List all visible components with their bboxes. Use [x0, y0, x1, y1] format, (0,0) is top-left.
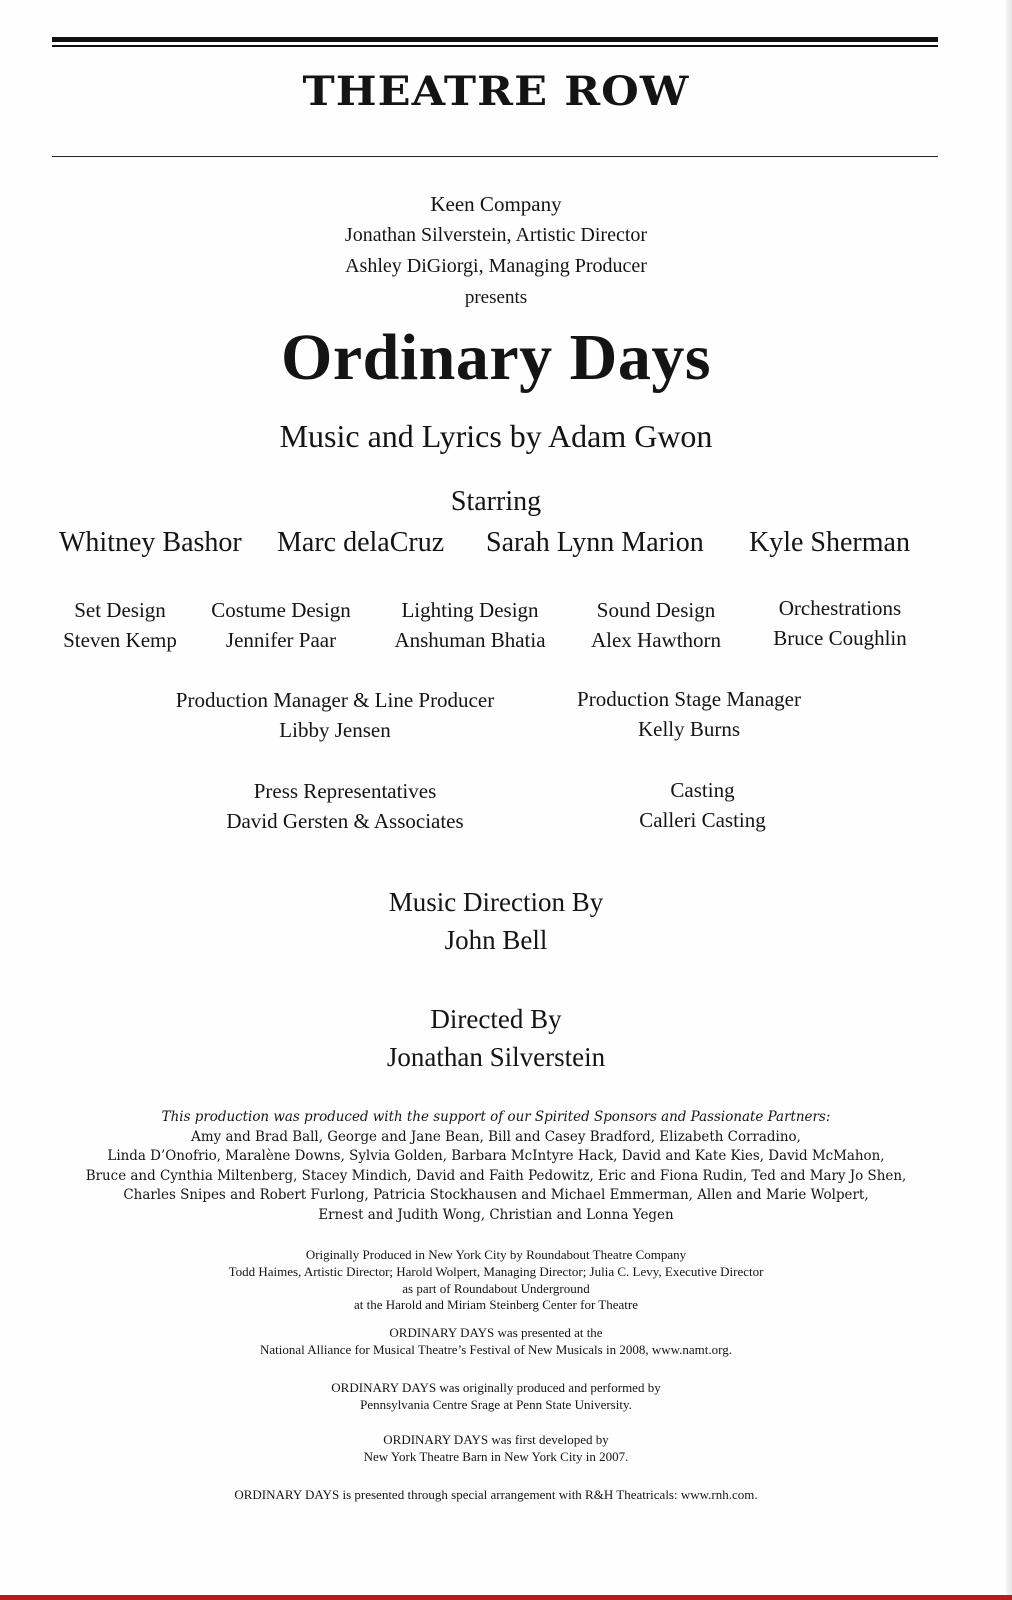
header-rule-bottom [52, 156, 938, 157]
designer-credit [380, 595, 560, 655]
designer-name: Alex Hawthorn [590, 628, 722, 652]
staff-credit [190, 776, 500, 836]
music-direction-label: Music Direction By [388, 887, 604, 917]
music-director-name: John Bell [444, 925, 548, 955]
sponsor-line: Charles Snipes and Robert Furlong, Patricia Stockhausen and Michael Emmerman, Allen and Marie Wolpert, [123, 1187, 869, 1203]
sponsor-intro: This production was produced with the support of our Spirited Sponsors and Passionate Partners: [161, 1109, 831, 1125]
sponsor-line: Linda D’Onofrio, Maralène Downs, Sylvia Golden, Barbara McIntyre Hack, David and Kate Kies, David McMahon, [107, 1148, 885, 1164]
staff-role: Production Stage Manager [577, 687, 801, 711]
sponsor-list [20, 1108, 972, 1225]
cast-member: Kyle Sherman [749, 527, 910, 558]
designer-credit [195, 595, 367, 655]
company-name: Keen Company [430, 192, 562, 216]
cast-member: Marc delaCruz [277, 527, 445, 558]
managing-producer: Ashley DiGiorgi, Managing Producer [345, 255, 647, 277]
cast-member: Whitney Bashor [59, 527, 242, 558]
directed-by-label: Directed By [430, 1004, 562, 1034]
note-line: ORDINARY DAYS was first developed by [383, 1432, 609, 1447]
note-line: ORDINARY DAYS was presented at the [389, 1325, 603, 1340]
sponsor-line: Bruce and Cynthia Miltenberg, Stacey Mindich, David and Faith Pedowitz, Eric and Fiona Rudin, Ted and Mary Jo Shen, [85, 1167, 907, 1184]
note-line: Originally Produced in New York City by Roundabout Theatre Company [305, 1247, 687, 1262]
show-title: Ordinary Days [280, 321, 712, 394]
designer-credit [762, 593, 918, 653]
venue-title: THEATRE ROW [302, 68, 690, 115]
designer-role: Costume Design [211, 598, 351, 622]
director-name: Jonathan Silverstein [386, 1042, 606, 1072]
note-line: at the Harold and Miriam Steinberg Center for Theatre [354, 1297, 638, 1313]
note-line: Todd Haimes, Artistic Director; Harold Wolpert, Managing Director; Julia C. Levy, Executive Director [228, 1263, 764, 1279]
designer-name: Jennifer Paar [225, 628, 337, 652]
header-rule-thin [52, 45, 938, 47]
music-lyrics-credit: Music and Lyrics by Adam Gwon [279, 418, 713, 454]
designer-name: Anshuman Bhatia [394, 628, 546, 652]
staff-role: Press Representatives [253, 779, 437, 803]
starring-heading: Starring [450, 486, 542, 517]
note-line: ORDINARY DAYS was originally produced and performed by [331, 1380, 661, 1395]
designer-role: Set Design [74, 598, 166, 622]
designer-credit [578, 595, 734, 655]
namt-note [0, 1325, 992, 1359]
designer-role: Sound Design [596, 598, 716, 622]
production-history-note [0, 1247, 992, 1314]
designer-name: Bruce Coughlin [773, 626, 907, 650]
licensing-note [0, 1487, 992, 1504]
note-line: as part of Roundabout Underground [402, 1280, 590, 1296]
direction [0, 1000, 992, 1076]
staff-credit [590, 775, 815, 835]
sponsor-line: Ernest and Judith Wong, Christian and Lonna Yegen [318, 1206, 674, 1223]
note-line: Pennsylvania Centre Srage at Penn State University. [360, 1396, 632, 1412]
staff-credit [150, 685, 520, 745]
page-edge [1006, 0, 1012, 1600]
designer-role: Lighting Design [401, 598, 539, 622]
staff-name: David Gersten & Associates [226, 809, 464, 833]
sponsor-line: Amy and Brad Ball, George and Jane Bean, Bill and Casey Bradford, Elizabeth Corradino, [191, 1128, 801, 1145]
music-direction [0, 883, 992, 959]
staff-credit [555, 684, 823, 744]
staff-role: Casting [670, 778, 735, 802]
artistic-director: Jonathan Silverstein, Artistic Director [344, 224, 648, 246]
theatre-barn-note [0, 1432, 992, 1466]
note-line: New York Theatre Barn in New York City in 2007. [363, 1448, 629, 1464]
staff-name: Kelly Burns [637, 717, 741, 741]
staff-name: Libby Jensen [279, 718, 391, 742]
cast-member: Sarah Lynn Marion [486, 527, 704, 558]
designer-role: Orchestrations [778, 596, 902, 620]
staff-name: Calleri Casting [639, 808, 766, 832]
penn-state-note [0, 1380, 992, 1414]
note-line: National Alliance for Musical Theatre’s Festival of New Musicals in 2008, www.namt.org. [260, 1341, 732, 1357]
note-line: ORDINARY DAYS is presented through special arrangement with R&H Theatricals: www.rnh.com. [234, 1487, 758, 1502]
designer-credit [50, 595, 190, 655]
staff-role: Production Manager & Line Producer [175, 688, 495, 712]
presents-label: presents [464, 287, 528, 308]
designer-name: Steven Kemp [63, 628, 177, 652]
page-bottom-edge [0, 1595, 1012, 1600]
header-rule-thick [52, 37, 938, 42]
